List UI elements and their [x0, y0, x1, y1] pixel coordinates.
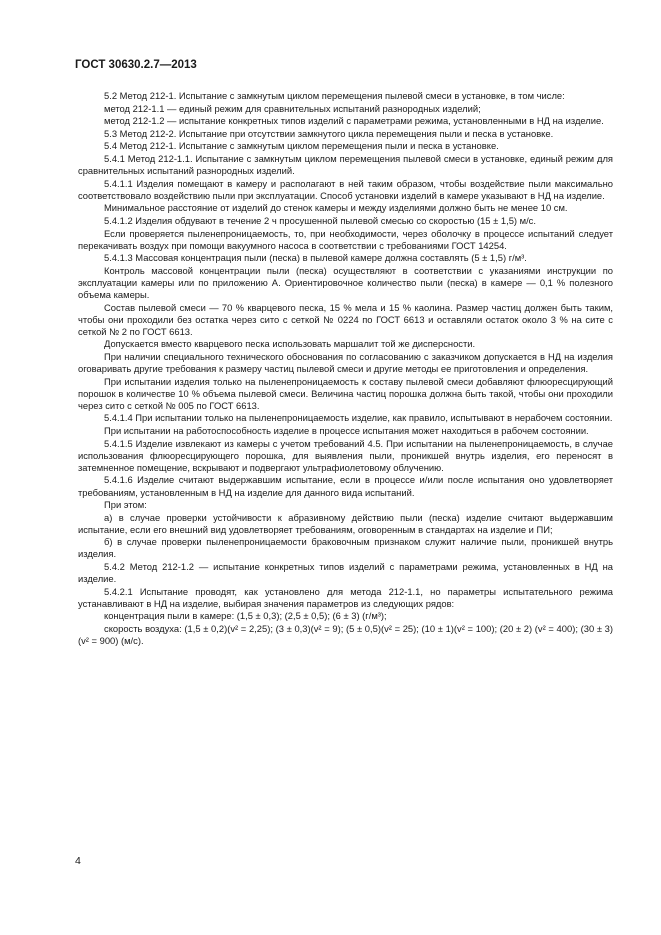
paragraph: Контроль массовой концентрации пыли (песка) осуществляют в соответствии с указаниями инструкции по эксплуатации камеры или по приложению А. Ориентировочное количество пыли (песка) в камере — 0,1 % полезного объема камеры.	[78, 264, 613, 300]
paragraph: При испытании на работоспособность изделие в процессе испытания может находиться в рабочем состоянии.	[104, 425, 589, 437]
paragraph: 5.4.1 Метод 212-1.1. Испытание с замкнутым циклом перемещения пылевой смеси в установке, единый режим для сравнительных испытаний разнородных изделий.	[78, 152, 613, 177]
paragraph: 5.4 Метод 212-1. Испытание с замкнутым циклом перемещения пыли и песка в установке.	[104, 140, 499, 152]
paragraph: При испытании изделия только на пыленепроницаемость к составу пылевой смеси добавляют флюоресцирующий порошок в количестве 10 % объема пылевой смеси. Величина частиц порошка должна быть такой, чтобы они проходили через сито с сеткой № 005 по ГОСТ 6613.	[78, 375, 613, 411]
paragraph: 5.4.1.5 Изделие извлекают из камеры с учетом требований 4.5. При испытании на пыленепроницаемость, в случае использования флюоресцирующего порошка, для выявления пыли, проникшей внутрь изделия, его переносят в затемненное помещение, вскрывают и подвергают ультрафиолетовому облучению.	[78, 437, 613, 473]
paragraph: Если проверяется пыленепроницаемость, то, при необходимости, через оболочку в процессе испытаний следует перекачивать воздух при помощи вакуумного насоса в соответствии с требованиями ГОСТ 14254.	[78, 227, 613, 251]
document-body	[78, 90, 613, 648]
paragraph: При наличии специального технического обоснования по согласованию с заказчиком допускается в НД на изделия оговаривать другие требования к размеру частиц пылевой смеси и другие методы ее приготовления и определения.	[78, 350, 613, 375]
paragraph: концентрация пыли в камере: (1,5 ± 0,3); (2,5 ± 0,5); (6 ± 3) (г/м³);	[104, 610, 387, 622]
paragraph: 5.4.1.3 Массовая концентрация пыли (песка) в пылевой камере должна составлять (5 ± 1,5) г/м³.	[104, 252, 527, 264]
paragraph: а) в случае проверки устойчивости к абразивному действию пыли (песка) изделие считают выдержавшим испытание, если его внешний вид удовлетворяет требованиям, оговоренным в стандартах на изделие и ПИ;	[78, 511, 613, 535]
paragraph: скорость воздуха: (1,5 ± 0,2)(v² = 2,25); (3 ± 0,3)(v² = 9); (5 ± 0,5)(v² = 25); (10 ± 1)(v² = 100); (20 ± 2) (v² = 400); (30 ± 3) (v² = 900) (м/с).	[78, 623, 613, 647]
paragraph: 5.4.2.1 Испытание проводят, как установлено для метода 212-1.1, но параметры испытательного режима устанавливают в НД на изделие, выбирая значения параметров из следующих рядов:	[78, 585, 613, 609]
paragraph: Минимальное расстояние от изделий до стенок камеры и между изделиями должно быть не менее 10 см.	[104, 202, 568, 214]
paragraph: Допускается вместо кварцевого песка использовать маршалит той же дисперсности.	[104, 338, 476, 350]
paragraph: 5.2 Метод 212-1. Испытание с замкнутым циклом перемещения пылевой смеси в установке, в том числе:	[104, 90, 565, 101]
paragraph: 5.4.1.2 Изделия обдувают в течение 2 ч просушенной пылевой смесью со скоростью (15 ± 1,5) м/с.	[104, 214, 536, 226]
page-number: 4	[75, 855, 81, 867]
paragraph: Состав пылевой смеси — 70 % кварцевого песка, 15 % мела и 15 % каолина. Размер частиц должен быть таким, чтобы они проходили без остатка через сито с сеткой № 0224 по ГОСТ 6613 и оставляли остаток около 3 % на сите с сеткой № 2 по ГОСТ 6613.	[78, 301, 613, 337]
paragraph: метод 212-1.1 — единый режим для сравнительных испытаний разнородных изделий;	[104, 102, 481, 114]
paragraph: 5.4.1.1 Изделия помещают в камеру и располагают в ней таким образом, чтобы воздействие пыли максимально соответствовало воздействию пыли при эксплуатации. Способ установки изделий в камере указывают в НД на изделие.	[78, 177, 613, 201]
paragraph: 5.4.1.4 При испытании только на пыленепроницаемость изделие, как правило, испытывают в нерабочем состоянии.	[104, 412, 613, 424]
paragraph: 5.4.1.6 Изделие считают выдержавшим испытание, если в процессе и/или после испытания оно удовлетворяет требованиям, установленным в НД на изделие для данного вида испытаний.	[78, 474, 613, 498]
paragraph: При этом:	[104, 499, 147, 511]
paragraph: б) в случае проверки пыленепроницаемости браковочным признаком служит наличие пыли, проникшей внутрь изделия.	[78, 536, 613, 560]
paragraph: метод 212-1.2 — испытание конкретных типов изделий с параметрами режима, установленными в НД на изделие.	[104, 115, 604, 127]
paragraph: 5.3 Метод 212-2. Испытание при отсутствии замкнутого цикла перемещения пыли и песка в установке.	[104, 127, 554, 139]
document-header: ГОСТ 30630.2.7—2013	[75, 59, 197, 71]
paragraph: 5.4.2 Метод 212-1.2 — испытание конкретных типов изделий с параметрами режима, установленных в НД на изделие.	[78, 561, 613, 585]
